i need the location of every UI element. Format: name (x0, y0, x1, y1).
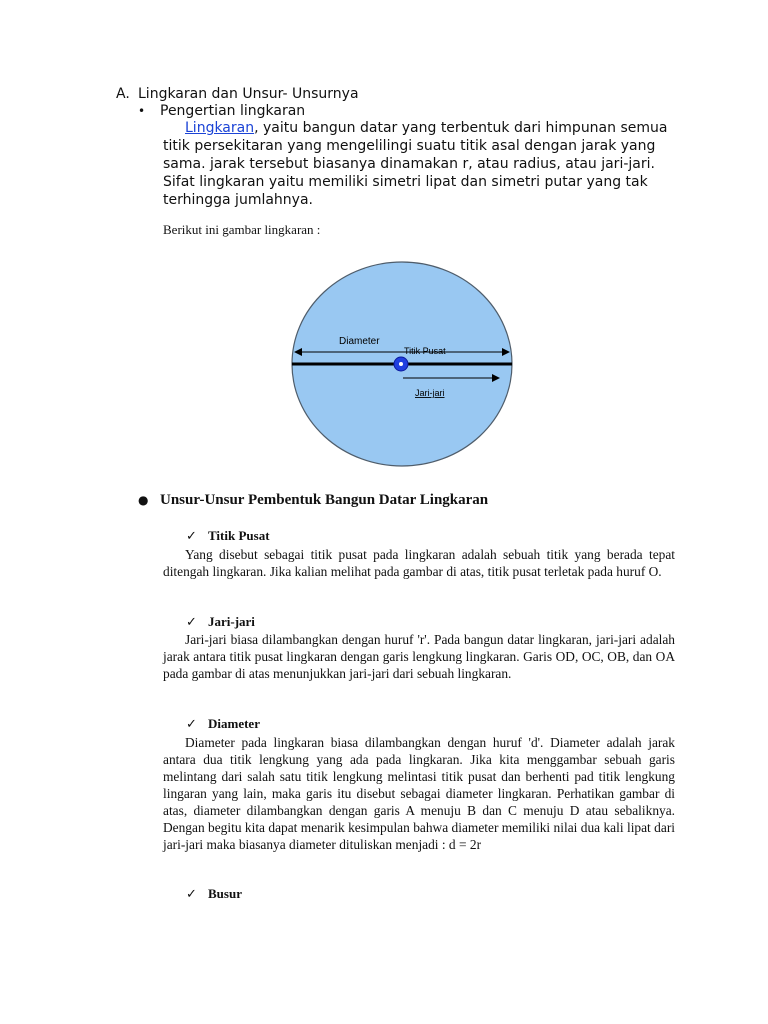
subsection-title: Busur (208, 886, 242, 901)
definition-label: Pengertian lingkaran (160, 103, 306, 119)
circle-figure (287, 256, 517, 470)
titik-pusat-body (163, 546, 675, 580)
check-icon: ✓ (186, 887, 197, 902)
subsection-busur (186, 886, 242, 902)
lingkaran-link[interactable]: Lingkaran (185, 120, 255, 136)
jari-jari-text: Jari-jari biasa dilambangkan dengan huruf 'r'. Pada bangun datar lingkaran, jari-jari adalah jarak antara titik pusat lingkaran dengan garis lengkung lingkaran. Garis OD, OC, OB, dan OA pada gambar di atas menunjukkan jari-jari dari sebuah lingkaran. (163, 632, 675, 681)
subsection-title: Diameter (208, 716, 260, 731)
subsection-diameter (186, 716, 260, 732)
definition-text: , yaitu bangun datar yang terbentuk dari himpunan semua titik persekitaran yang mengelilingi suatu titik asal dengan jarak yang sama. jarak tersebut biasanya dinamakan r, atau radius, atau jari-jari. Sifat lingkaran yaitu memiliki simetri lipat dan simetri putar yang tak terhingga jumlahnya. (163, 120, 668, 208)
elements-section-title (138, 492, 488, 509)
subsection-titik-pusat (186, 528, 270, 544)
subsection-title: Jari-jari (208, 614, 255, 629)
diameter-label: Diameter (339, 336, 380, 347)
check-icon: ✓ (186, 529, 197, 544)
section-title-text: Unsur-Unsur Pembentuk Bangun Datar Lingkaran (160, 492, 489, 508)
diameter-text: Diameter pada lingkaran biasa dilambangkan dengan huruf 'd'. Diameter adalah jarak antara dua titik lengkung yang ada pada lingkaran. Jika kita menggambar sebuah garis melintang dari salah satu titik lengkung melintasi titik pusat dan berhenti pad titik lengkung lingaran yang lain, maka garis itu disebut sebagai diameter lingkaran. Perhatikan gambar di atas, diameter dilambangkan dengan garis A menuju B dan C menuju D atau sebaliknya. Dengan begitu kita dapat menarik kesimpulan bahwa diameter memiliki nilai dua kali lipat dari jari-jari maka biasanya diameter dituliskan menjadi : d = 2r (163, 735, 675, 852)
bullet-icon: ● (138, 493, 149, 507)
subsection-jari-jari (186, 614, 255, 630)
definition-bullet (138, 103, 305, 119)
subsection-title: Titik Pusat (208, 528, 270, 543)
check-icon: ✓ (186, 717, 197, 732)
titik-pusat-text: Yang disebut sebagai titik pusat pada lingkaran adalah sebuah titik yang berada tepat ditengah lingkaran. Jika kalian melihat pada gambar di atas, titik pusat terletak pada huruf O. (163, 547, 675, 579)
diameter-body (163, 734, 675, 853)
jari-jari-body (163, 631, 675, 682)
bullet-icon: • (138, 104, 146, 118)
heading-title: Lingkaran dan Unsur- Unsurnya (138, 86, 359, 102)
check-icon: ✓ (186, 615, 197, 630)
section-heading (116, 86, 359, 102)
radius-label: Jari-jari (415, 388, 445, 398)
center-label: Titik Pusat (404, 346, 446, 356)
figure-caption: Berikut ini gambar lingkaran : (163, 222, 321, 237)
heading-marker: A. (116, 86, 130, 102)
definition-paragraph (163, 119, 688, 209)
